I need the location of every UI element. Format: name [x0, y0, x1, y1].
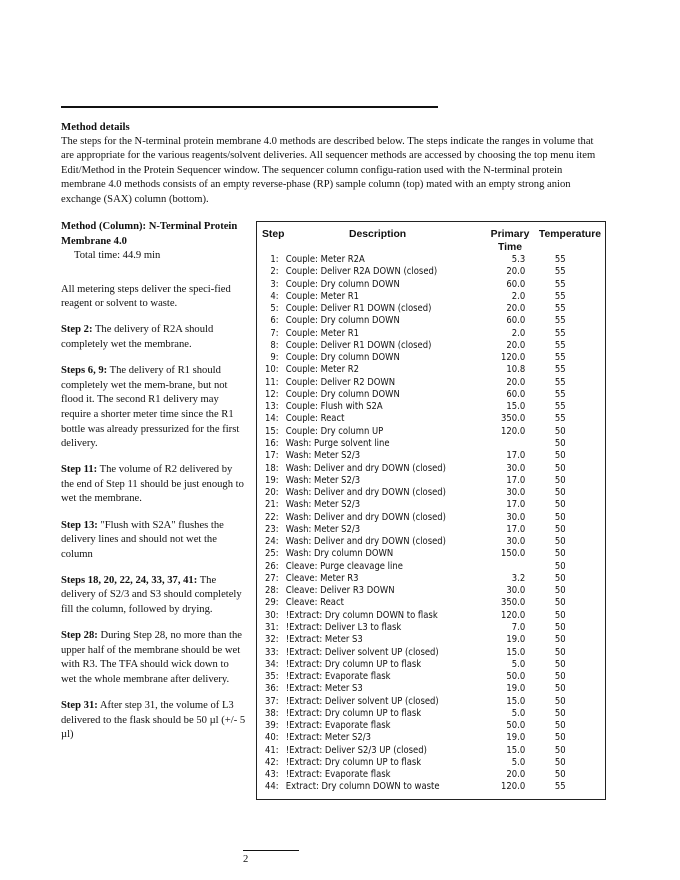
table-row	[257, 377, 570, 389]
cell-step: 23:	[265, 523, 279, 535]
cell-description: Couple: Meter R1	[285, 290, 359, 302]
cell-primary-time: 20.0	[506, 376, 526, 388]
cell-primary-time: 15.0	[506, 744, 526, 756]
cell-primary-time: 15.0	[506, 401, 526, 413]
page-number: 2	[243, 854, 249, 865]
cell-primary-time: 350.0	[501, 597, 526, 609]
cell-temperature: 55	[554, 388, 566, 400]
cell-step: 33:	[265, 646, 279, 658]
cell-primary-time: 120.0	[501, 352, 526, 364]
method-notes-sidebar	[61, 220, 246, 754]
cell-step: 25:	[265, 548, 279, 560]
cell-description: !Extract: Dry column DOWN to flask	[285, 609, 438, 621]
step-note	[61, 463, 246, 507]
step-note	[61, 323, 246, 352]
cell-description: Couple: Meter R2	[285, 364, 359, 376]
table-row	[257, 573, 570, 585]
cell-primary-time: 17.0	[506, 523, 526, 535]
cell-temperature: 55	[554, 352, 566, 364]
cell-step: 5:	[270, 303, 279, 315]
cell-primary-time: 60.0	[506, 278, 526, 290]
cell-description: !Extract: Dry column UP to flask	[285, 707, 422, 719]
method-details-heading: Method details	[61, 121, 130, 133]
step-note-lead: Step 13:	[61, 519, 98, 531]
cell-description: Wash: Deliver and dry DOWN (closed)	[285, 462, 446, 474]
cell-primary-time: 30.0	[506, 511, 526, 523]
table-row	[257, 647, 570, 659]
cell-description: Couple: Dry column DOWN	[285, 315, 400, 327]
cell-temperature: 50	[554, 536, 566, 548]
cell-temperature: 50	[554, 511, 566, 523]
cell-step: 4:	[270, 290, 279, 302]
cell-step: 11:	[265, 376, 279, 388]
cell-step: 32:	[265, 634, 279, 646]
table-row	[257, 585, 570, 597]
cell-step: 17:	[265, 450, 279, 462]
cell-primary-time: 60.0	[506, 388, 526, 400]
table-row	[257, 597, 570, 609]
step-note	[61, 364, 246, 452]
table-row	[257, 781, 570, 793]
cell-description: !Extract: Evaporate flask	[285, 720, 391, 732]
cell-step: 22:	[265, 511, 279, 523]
step-note-text: All metering steps deliver the speci-fied reagent or solvent to waste.	[61, 283, 231, 310]
cell-primary-time: 19.0	[506, 634, 526, 646]
cell-temperature: 50	[554, 732, 566, 744]
step-note	[61, 629, 246, 687]
cell-primary-time: 5.0	[511, 756, 526, 768]
cell-description: Cleave: React	[285, 597, 344, 609]
cell-temperature: 55	[554, 315, 566, 327]
table-row	[257, 352, 570, 364]
cell-temperature: 50	[554, 474, 566, 486]
cell-primary-time: 30.0	[506, 487, 526, 499]
cell-step: 15:	[265, 425, 279, 437]
cell-temperature: 55	[554, 401, 566, 413]
cell-description: Wash: Deliver and dry DOWN (closed)	[285, 487, 446, 499]
cell-step: 9:	[270, 352, 279, 364]
cell-primary-time: 20.0	[506, 266, 526, 278]
table-row	[257, 610, 570, 622]
cell-step: 6:	[270, 315, 279, 327]
cell-temperature: 55	[554, 327, 566, 339]
cell-primary-time: 5.0	[511, 658, 526, 670]
cell-primary-time: 120.0	[501, 425, 526, 437]
cell-primary-time: 10.8	[506, 364, 526, 376]
method-details-body: The steps for the N-terminal protein membrane 4.0 methods are described below. The steps indicate the ranges in volume that are appropriate for the various reagents/solvent deliveries. All sequencer methods are accessed by choosing the top menu item Edit/Method in the Protein Sequencer window. The sequencer column configu-ration used with the N-terminal protein membrane 4.0 methods consists of an empty reverse-phase (RP) sample column (top) mated with an empty strong anion exchange (SAX) column (bottom).	[61, 135, 596, 205]
table-row	[257, 315, 570, 327]
cell-temperature: 50	[554, 720, 566, 732]
cell-primary-time: 20.0	[506, 339, 526, 351]
cell-temperature: 50	[554, 523, 566, 535]
table-row	[257, 303, 570, 315]
cell-primary-time: 30.0	[506, 585, 526, 597]
cell-description: !Extract: Deliver S2/3 UP (closed)	[285, 744, 427, 756]
cell-step: 7:	[270, 327, 279, 339]
table-row	[257, 401, 570, 413]
cell-step: 14:	[265, 413, 279, 425]
step-note	[61, 699, 246, 743]
table-row	[257, 291, 570, 303]
step-note-lead: Step 28:	[61, 630, 98, 642]
cell-temperature: 55	[554, 413, 566, 425]
step-note-text: "Flush with S2A" flushes the delivery lines and should not wet the column	[61, 519, 224, 560]
cell-temperature: 55	[554, 364, 566, 376]
header-step: Step	[262, 229, 285, 240]
cell-step: 18:	[265, 462, 279, 474]
cell-step: 27:	[265, 572, 279, 584]
cell-description: Wash: Meter S2/3	[285, 499, 361, 511]
step-note	[61, 574, 246, 618]
cell-step: 2:	[270, 266, 279, 278]
cell-description: Couple: Deliver R1 DOWN (closed)	[285, 303, 432, 315]
table-row	[257, 708, 570, 720]
cell-primary-time: 5.0	[511, 707, 526, 719]
cell-primary-time: 5.3	[511, 254, 526, 265]
cell-temperature: 50	[554, 548, 566, 560]
step-note-text: The delivery of S2/3 and S3 should completely fill the column, followed by drying.	[61, 574, 242, 615]
table-row	[257, 438, 570, 450]
cell-step: 19:	[265, 474, 279, 486]
table-row	[257, 634, 570, 646]
cell-temperature: 55	[554, 290, 566, 302]
cell-primary-time: 60.0	[506, 315, 526, 327]
cell-step: 37:	[265, 695, 279, 707]
table-row	[257, 757, 570, 769]
cell-primary-time: 15.0	[506, 646, 526, 658]
cell-temperature: 55	[554, 339, 566, 351]
cell-step: 43:	[265, 769, 279, 781]
method-details-section	[61, 120, 607, 208]
header-temperature: Temperature	[538, 229, 602, 240]
step-note-lead: Step 2:	[61, 324, 93, 336]
table-row	[257, 279, 570, 291]
cell-step: 40:	[265, 732, 279, 744]
table-row	[257, 499, 570, 511]
cell-primary-time: 20.0	[506, 303, 526, 315]
cell-step: 21:	[265, 499, 279, 511]
cell-primary-time: 150.0	[501, 548, 526, 560]
table-row	[257, 720, 570, 732]
table-row	[257, 364, 570, 376]
cell-description: Couple: Dry column UP	[285, 425, 384, 437]
cell-description: !Extract: Dry column UP to flask	[285, 756, 422, 768]
cell-description: Wash: Dry column DOWN	[285, 548, 394, 560]
cell-description: Wash: Meter S2/3	[285, 523, 361, 535]
cell-step: 24:	[265, 536, 279, 548]
step-note	[61, 519, 246, 563]
cell-step: 29:	[265, 597, 279, 609]
cell-description: Couple: Dry column DOWN	[285, 278, 400, 290]
table-row	[257, 524, 570, 536]
step-notes	[61, 283, 246, 743]
table-row	[257, 266, 570, 278]
table-row	[257, 536, 570, 548]
cell-primary-time: 120.0	[501, 781, 526, 793]
method-steps-table	[256, 221, 606, 800]
cell-temperature: 50	[554, 560, 566, 572]
table-row	[257, 487, 570, 499]
header-rule	[61, 106, 438, 108]
step-note-text: After step 31, the volume of L3 delivered to the flask should be 50 µl (+/- 5 µl)	[61, 699, 246, 741]
table-row	[257, 463, 570, 475]
cell-description: Couple: Deliver R1 DOWN (closed)	[285, 339, 432, 351]
header-primary-time: Primary Time	[490, 229, 530, 253]
cell-description: !Extract: Deliver solvent UP (closed)	[285, 646, 439, 658]
table-row	[257, 328, 570, 340]
cell-primary-time: 20.0	[506, 769, 526, 781]
cell-primary-time: 30.0	[506, 462, 526, 474]
cell-step: 38:	[265, 707, 279, 719]
cell-description: !Extract: Deliver L3 to flask	[285, 621, 402, 633]
footer-rule	[243, 850, 299, 851]
cell-temperature: 50	[554, 487, 566, 499]
step-note-lead: Steps 6, 9:	[61, 365, 108, 377]
cell-step: 12:	[265, 388, 279, 400]
cell-primary-time: 3.2	[511, 572, 526, 584]
table-row	[257, 683, 570, 695]
cell-step: 20:	[265, 487, 279, 499]
cell-step: 16:	[265, 437, 279, 449]
cell-step: 31:	[265, 621, 279, 633]
cell-step: 13:	[265, 401, 279, 413]
cell-primary-time: 2.0	[511, 290, 526, 302]
cell-description: !Extract: Deliver solvent UP (closed)	[285, 695, 439, 707]
cell-description: Couple: Flush with S2A	[285, 401, 383, 413]
cell-step: 30:	[265, 609, 279, 621]
cell-description: Wash: Meter S2/3	[285, 450, 361, 462]
table-row	[257, 671, 570, 683]
step-note-text: The delivery of R1 should completely wet the mem-brane, but not flood it. The second R1 delivery may require a shorter meter time since the R1 bottle was already pressurized for the first delivery.	[61, 365, 240, 450]
table-row	[257, 340, 570, 352]
cell-primary-time: 120.0	[501, 609, 526, 621]
cell-primary-time: 30.0	[506, 536, 526, 548]
step-note-text: The volume of R2 delivered by the end of Step 11 should be just enough to wet the membrane.	[61, 464, 244, 505]
cell-step: 39:	[265, 720, 279, 732]
cell-description: !Extract: Dry column UP to flask	[285, 658, 422, 670]
cell-temperature: 50	[554, 756, 566, 768]
cell-primary-time: 19.0	[506, 683, 526, 695]
cell-temperature: 50	[554, 646, 566, 658]
cell-primary-time: 15.0	[506, 695, 526, 707]
table-row	[257, 696, 570, 708]
cell-description: Cleave: Meter R3	[285, 572, 359, 584]
cell-temperature: 55	[554, 376, 566, 388]
cell-step: 35:	[265, 671, 279, 683]
table-row	[257, 413, 570, 425]
cell-primary-time: 50.0	[506, 671, 526, 683]
cell-description: Wash: Purge solvent line	[285, 437, 390, 449]
cell-step: 10:	[265, 364, 279, 376]
table-row	[257, 475, 570, 487]
cell-temperature: 50	[554, 499, 566, 511]
cell-temperature: 50	[554, 634, 566, 646]
cell-description: !Extract: Meter S3	[285, 634, 363, 646]
cell-temperature: 55	[554, 278, 566, 290]
cell-temperature: 50	[554, 425, 566, 437]
cell-temperature: 50	[554, 658, 566, 670]
cell-description: Couple: Deliver R2 DOWN	[285, 376, 396, 388]
table-row	[257, 426, 570, 438]
cell-step: 3:	[270, 278, 279, 290]
step-note-lead: Steps 18, 20, 22, 24, 33, 37, 41:	[61, 574, 198, 586]
cell-temperature: 55	[554, 254, 566, 265]
cell-temperature: 50	[554, 744, 566, 756]
table-row	[257, 732, 570, 744]
table-row	[257, 622, 570, 634]
cell-temperature: 50	[554, 621, 566, 633]
cell-primary-time: 17.0	[506, 474, 526, 486]
cell-description: Cleave: Purge cleavage line	[285, 560, 403, 572]
cell-temperature: 50	[554, 597, 566, 609]
cell-step: 1:	[270, 254, 279, 265]
cell-description: Wash: Meter S2/3	[285, 474, 361, 486]
cell-step: 28:	[265, 585, 279, 597]
cell-description: !Extract: Meter S3	[285, 683, 363, 695]
cell-temperature: 50	[554, 683, 566, 695]
cell-temperature: 50	[554, 437, 566, 449]
cell-description: !Extract: Evaporate flask	[285, 769, 391, 781]
cell-temperature: 50	[554, 585, 566, 597]
cell-temperature: 50	[554, 572, 566, 584]
cell-temperature: 55	[554, 781, 566, 793]
cell-primary-time: 17.0	[506, 450, 526, 462]
cell-temperature: 50	[554, 609, 566, 621]
cell-description: Wash: Deliver and dry DOWN (closed)	[285, 511, 446, 523]
step-note-lead: Step 11:	[61, 464, 98, 476]
step-note	[61, 283, 246, 312]
cell-step: 42:	[265, 756, 279, 768]
total-time: Total time: 44.9 min	[74, 250, 161, 262]
table-row	[257, 254, 570, 266]
table-row	[257, 450, 570, 462]
cell-description: Couple: Meter R2A	[285, 254, 365, 265]
table-row	[257, 745, 570, 757]
table-row	[257, 548, 570, 560]
step-note-text: During Step 28, no more than the upper half of the membrane should be wet with R3. The TFA should wick down to wet the whole membrane after delivery.	[61, 630, 242, 685]
cell-step: 34:	[265, 658, 279, 670]
cell-primary-time: 50.0	[506, 720, 526, 732]
cell-description: Couple: Dry column DOWN	[285, 388, 400, 400]
cell-step: 41:	[265, 744, 279, 756]
table-row	[257, 659, 570, 671]
cell-description: Couple: React	[285, 413, 345, 425]
step-note-text: The delivery of R2A should completely wet the membrane.	[61, 324, 214, 351]
cell-primary-time: 350.0	[501, 413, 526, 425]
method-title: Method (Column): N-Terminal Protein Membrane 4.0	[61, 221, 238, 247]
cell-temperature: 55	[554, 303, 566, 315]
cell-primary-time: 2.0	[511, 327, 526, 339]
table-row	[257, 561, 570, 573]
cell-primary-time: 17.0	[506, 499, 526, 511]
cell-description: Wash: Deliver and dry DOWN (closed)	[285, 536, 446, 548]
cell-temperature: 50	[554, 769, 566, 781]
cell-description: Couple: Dry column DOWN	[285, 352, 400, 364]
step-note-lead: Step 31:	[61, 699, 98, 711]
cell-step: 44:	[265, 781, 279, 793]
table-row	[257, 512, 570, 524]
cell-temperature: 50	[554, 450, 566, 462]
cell-temperature: 50	[554, 695, 566, 707]
cell-primary-time: 7.0	[511, 621, 526, 633]
cell-description: Couple: Deliver R2A DOWN (closed)	[285, 266, 438, 278]
cell-temperature: 50	[554, 671, 566, 683]
cell-step: 36:	[265, 683, 279, 695]
cell-description: Extract: Dry column DOWN to waste	[285, 781, 440, 793]
table-row	[257, 389, 570, 401]
table-row	[257, 769, 570, 781]
cell-temperature: 50	[554, 462, 566, 474]
cell-description: !Extract: Evaporate flask	[285, 671, 391, 683]
cell-description: Cleave: Deliver R3 DOWN	[285, 585, 395, 597]
table-body	[257, 254, 570, 794]
cell-description: !Extract: Meter S2/3	[285, 732, 371, 744]
cell-step: 8:	[270, 339, 279, 351]
cell-temperature: 50	[554, 707, 566, 719]
cell-primary-time: 19.0	[506, 732, 526, 744]
cell-step: 26:	[265, 560, 279, 572]
header-description: Description	[349, 229, 407, 240]
cell-temperature: 55	[554, 266, 566, 278]
cell-description: Couple: Meter R1	[285, 327, 359, 339]
